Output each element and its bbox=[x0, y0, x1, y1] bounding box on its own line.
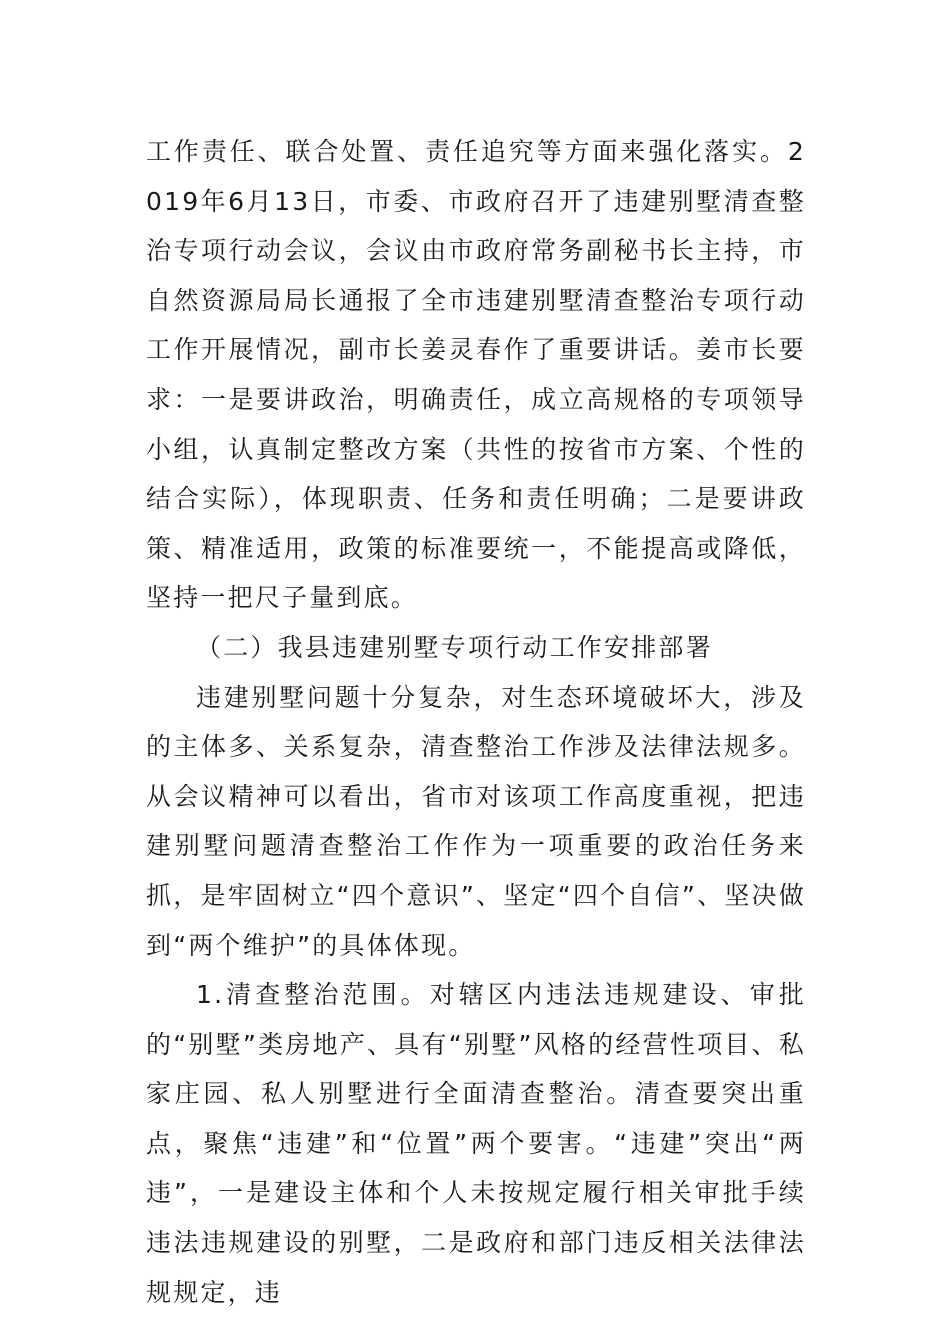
paragraph-issue-complexity: 违建别墅问题十分复杂，对生态环境破坏大，涉及的主体多、关系复杂，清查整治工作涉及法律法规多。从会议精神可以看出，省市对该项工作高度重视，把违建别墅问题清查整治工作作为一项重要的政治任务来抓，是牢固树立“四个意识”、坚定“四个自信”、坚决做到“两个维护”的具体体现。 bbox=[146, 682, 806, 960]
document-body bbox=[146, 127, 806, 1317]
paragraph-scope: 1.清查整治范围。对辖区内违法违规建设、审批的“别墅”类房地产、具有“别墅”风格的经营性项目、私家庄园、私人别墅进行全面清查整治。清查要突出重点，聚焦“违建”和“位置”两个要害。“违建”突出“两违”，一是建设主体和个人未按规定履行相关审批手续违法违规建设的别墅，二是政府和部门违反相关法律法规规定，违 bbox=[146, 980, 806, 1307]
paragraph-meeting-summary: 工作责任、联合处置、责任追究等方面来强化落实。2019年6月13日，市委、市政府召开了违建别墅清查整治专项行动会议，会议由市政府常务副秘书长主持，市自然资源局局长通报了全市违建别墅清查整治专项行动工作开展情况，副市长姜灵春作了重要讲话。姜市长要求：一是要讲政治，明确责任，成立高规格的专项领导小组，认真制定整改方案（共性的按省市方案、个性的结合实际），体现职责、任务和责任明确；二是要讲政策、精准适用，政策的标准要统一，不能提高或降低，坚持一把尺子量到底。 bbox=[146, 137, 806, 613]
section-heading-county-deployment: （二）我县违建别墅专项行动工作安排部署 bbox=[196, 632, 713, 662]
